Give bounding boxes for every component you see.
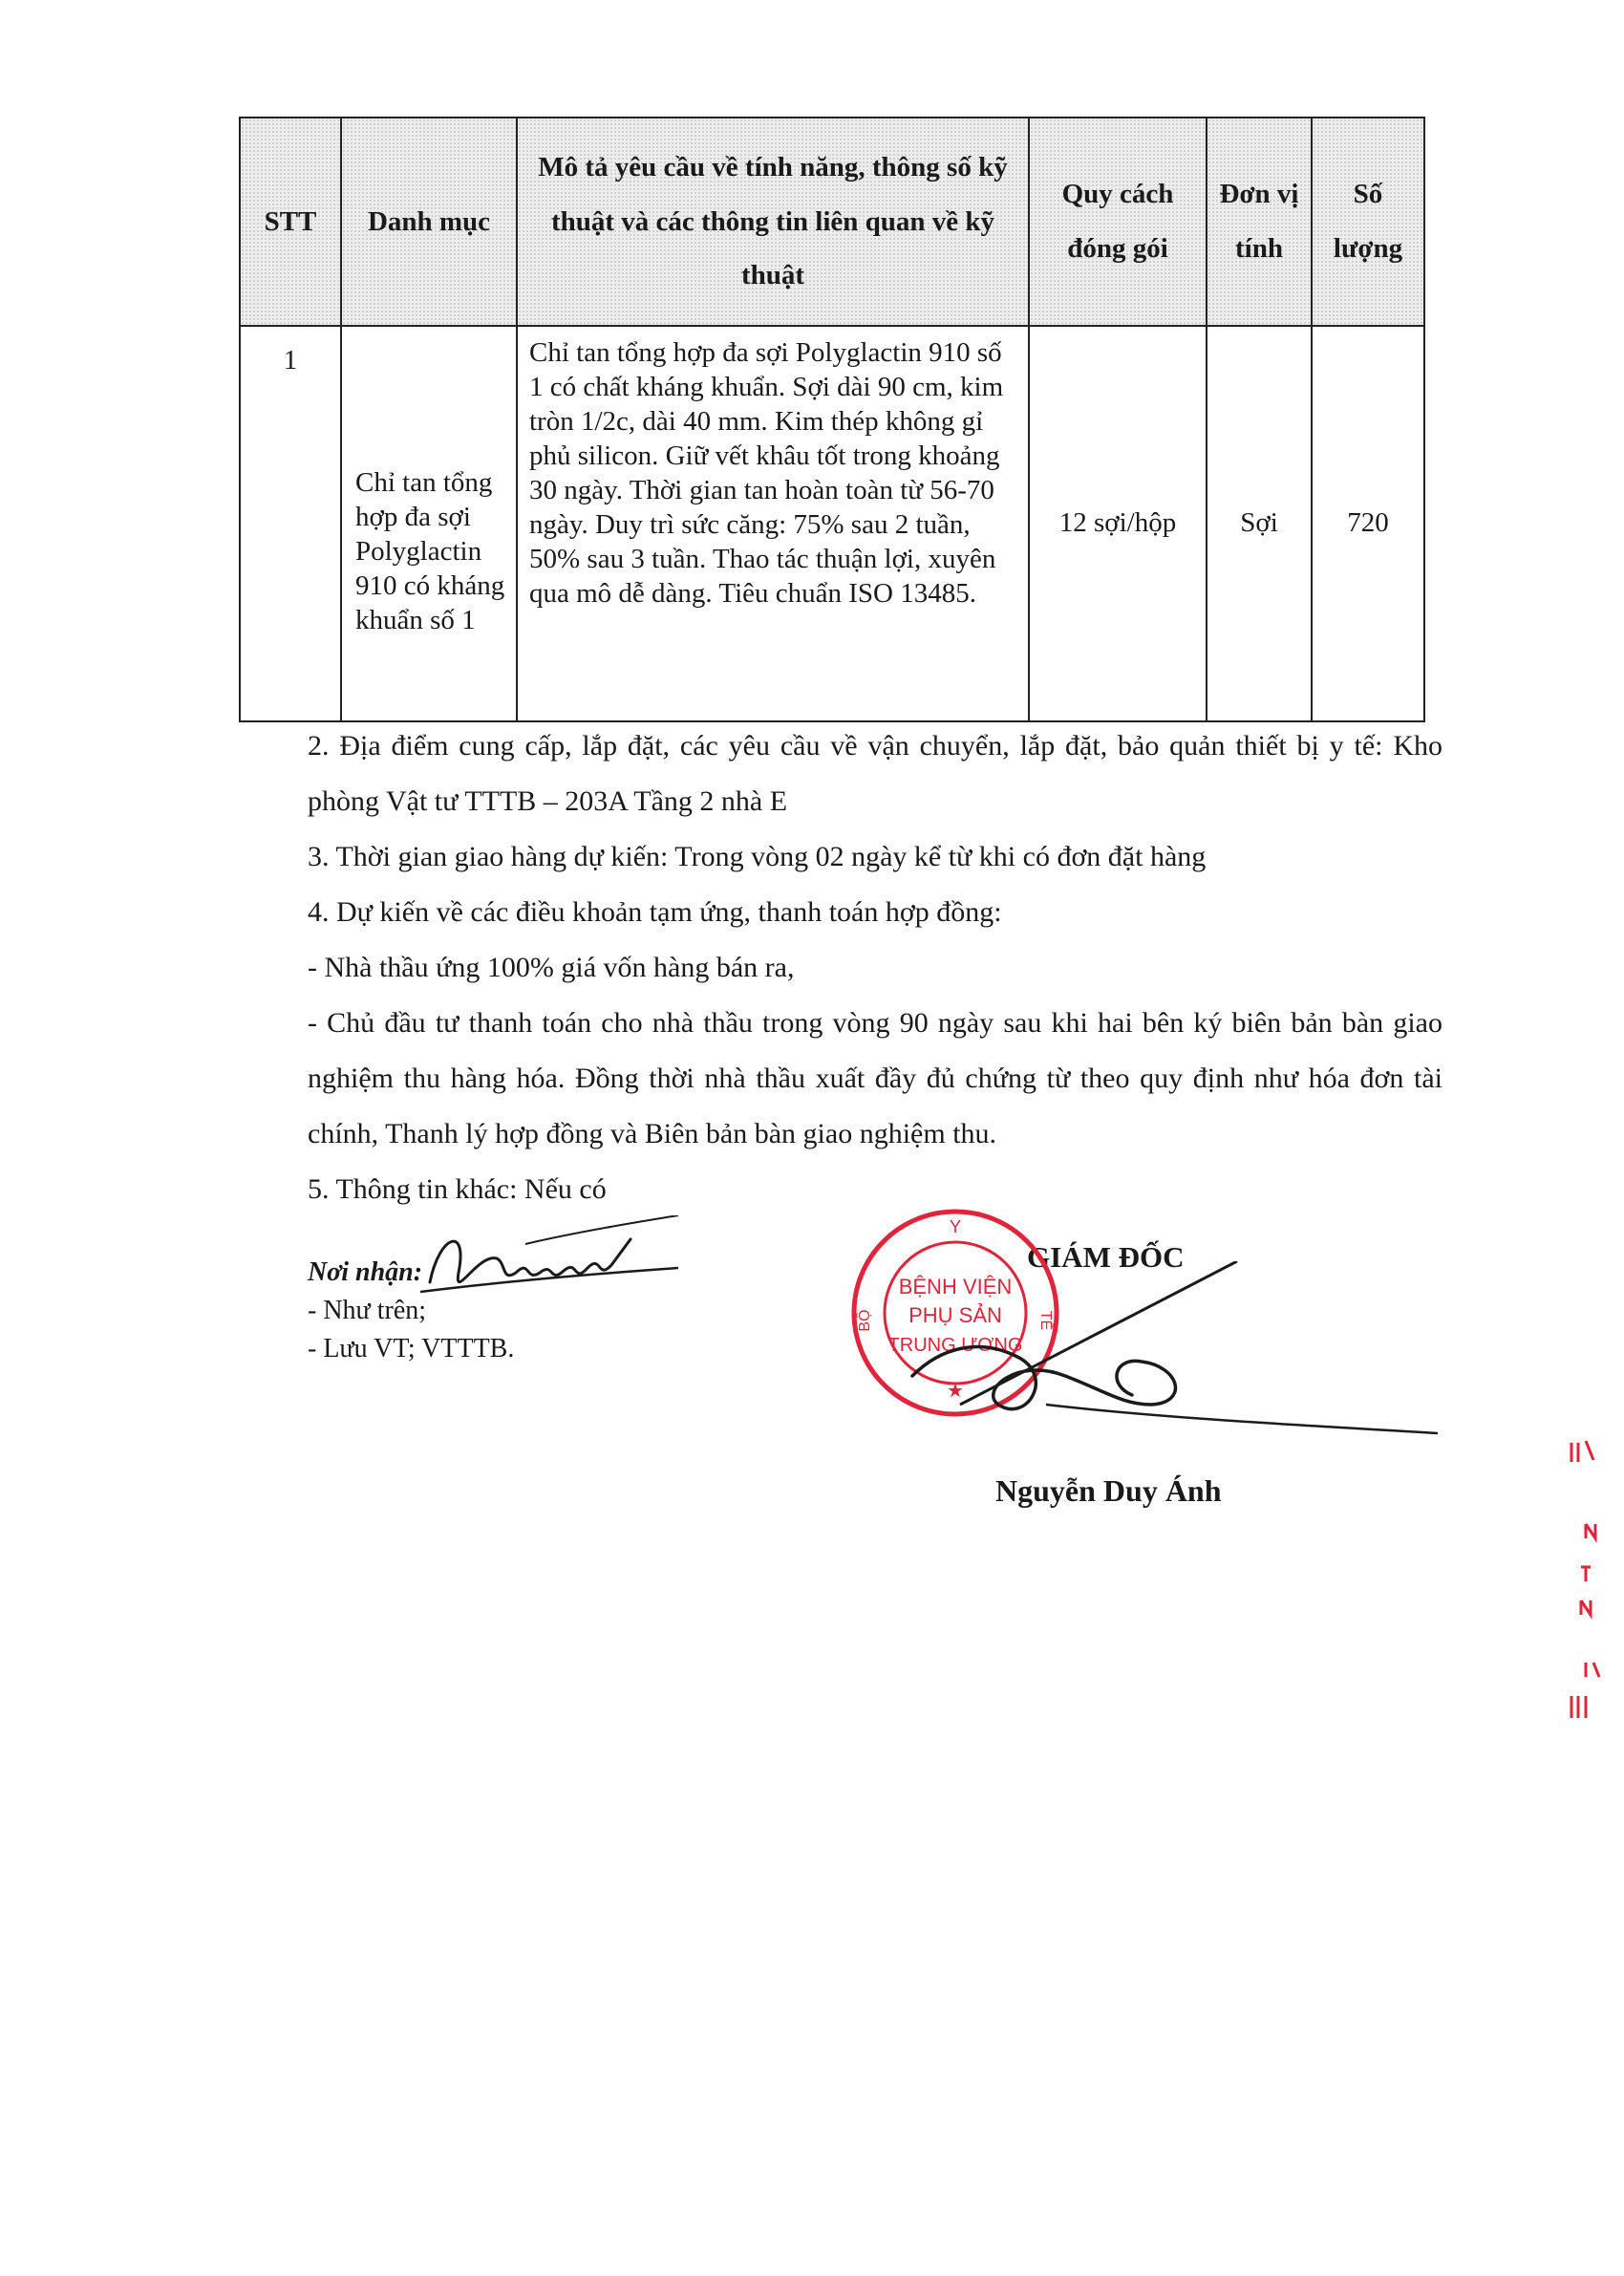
header-unit: Đơn vị tính bbox=[1207, 118, 1312, 326]
director-signature bbox=[903, 1261, 1447, 1481]
stamp-ring-left: BỘ bbox=[857, 1309, 873, 1332]
star-icon: ★ bbox=[947, 1379, 964, 1402]
paragraph-payment-detail: - Chủ đầu tư thanh toán cho nhà thầu trong vòng 90 ngày sau khi hai bên ký biên bản bàn giao nghiệm thu hàng hóa. Đồng thời nhà thầu xuất đầy đủ chứng từ theo quy định như hóa đơn tài chính, Thanh lý hợp đồng và Biên bản bàn giao nghiệm thu. bbox=[308, 1007, 1442, 1149]
recipient-signature bbox=[411, 1215, 688, 1321]
cell-category: Chỉ tan tổng hợp đa sợi Polyglactin 910 có kháng khuẩn số 1 bbox=[341, 326, 517, 721]
paragraph-delivery-time: 3. Thời gian giao hàng dự kiến: Trong vòng 02 ngày kể từ khi có đơn đặt hàng bbox=[308, 841, 1207, 872]
header-description: Mô tả yêu cầu về tính năng, thông số kỹ thuật và các thông tin liên quan về kỹ thuật bbox=[517, 118, 1029, 326]
paragraph-delivery-location bbox=[308, 719, 1442, 829]
signer-name: Nguyễn Duy Ánh bbox=[995, 1473, 1222, 1508]
header-quantity: Số lượng bbox=[1312, 118, 1424, 326]
table-row bbox=[240, 326, 1424, 721]
header-category: Danh mục bbox=[341, 118, 517, 326]
stamp-line-2: PHỤ SẢN bbox=[908, 1303, 1002, 1327]
paragraph-delivery-location-text: 2. Địa điểm cung cấp, lắp đặt, các yêu cầu về vận chuyển, lắp đặt, bảo quản thiết bị y tế: Kho phòng Vật tư TTTB – 203A Tầng 2 nhà E bbox=[308, 730, 1442, 817]
paragraph-other-info: 5. Thông tin khác: Nếu có bbox=[308, 1173, 607, 1205]
cell-stt: 1 bbox=[240, 326, 341, 721]
edge-stamp-fragment bbox=[1567, 1433, 1624, 1720]
table-header-row bbox=[240, 118, 1424, 326]
spec-table bbox=[239, 117, 1425, 722]
stamp-ring-right: TẾ bbox=[1037, 1310, 1054, 1331]
paragraph-advance: - Nhà thầu ứng 100% giá vốn hàng bán ra, bbox=[308, 952, 795, 983]
body-text bbox=[308, 719, 1442, 1217]
header-stt: STT bbox=[240, 118, 341, 326]
cell-unit: Sợi bbox=[1207, 326, 1312, 721]
stamp-line-3: TRUNG ƯƠNG bbox=[887, 1335, 1023, 1356]
stamp-ring-top: Y bbox=[949, 1217, 962, 1236]
cell-packaging: 12 sợi/hộp bbox=[1029, 326, 1207, 721]
cell-description: Chỉ tan tổng hợp đa sợi Polyglactin 910 số 1 có chất kháng khuẩn. Sợi dài 90 cm, kim tròn 1/2c, dài 40 mm. Kim thép không gỉ phủ silicon. Giữ vết khâu tốt trong khoảng 30 ngày. Thời gian tan hoàn toàn từ 56-70 ngày. Duy trì sức căng: 75% sau 2 tuần, 50% sau 3 tuần. Thao tác thuận lợi, xuyên qua mô dễ dàng. Tiêu chuẩn ISO 13485. bbox=[517, 326, 1029, 721]
recipient-item: - Lưu VT; VTTTB. bbox=[308, 1334, 515, 1363]
header-packaging: Quy cách đóng gói bbox=[1029, 118, 1207, 326]
recipient-item: - Như trên; bbox=[308, 1296, 427, 1325]
stamp-line-1: BỆNH VIỆN bbox=[898, 1275, 1013, 1299]
signature-title: GIÁM ĐỐC bbox=[1027, 1240, 1185, 1274]
paragraph-payment-terms: 4. Dự kiến về các điều khoản tạm ứng, thanh toán hợp đồng: bbox=[308, 896, 1002, 928]
cell-quantity: 720 bbox=[1312, 326, 1424, 721]
recipients-label: Nơi nhận: bbox=[308, 1257, 423, 1287]
